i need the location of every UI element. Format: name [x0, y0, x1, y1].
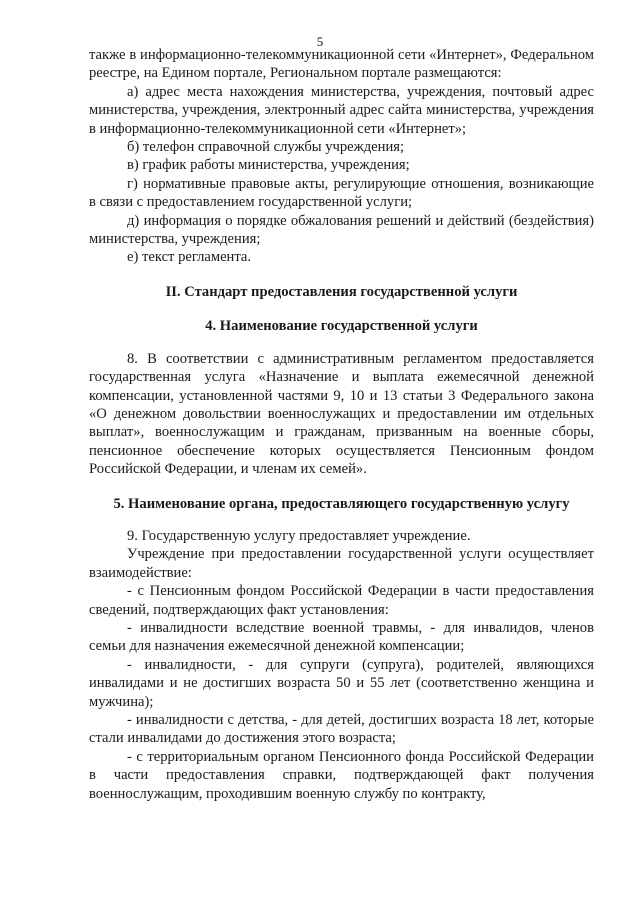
- document-body: [89, 46, 594, 803]
- page-number: 5: [316, 34, 324, 49]
- list-item-e: е) текст регламента.: [127, 249, 252, 266]
- list-item-military-trauma: - инвалидности вследствие военной травмы, - для инвалидов, членов семьи для назначения ежемесячной денежной компенсации;: [89, 619, 594, 655]
- paragraph-interaction: Учреждение при предоставлении государственной услуги осуществляет взаимодействие:: [89, 546, 594, 581]
- list-item-v: в) график работы министерства, учреждения;: [127, 157, 410, 174]
- subsection-4-title: 4. Наименование государственной услуги: [205, 318, 478, 335]
- list-item-disability: - инвалидности, - для супруги (супруга), родителей, являющихся инвалидами и не достигших возраста 50 и 55 лет (соответственно женщина и мужчина);: [89, 656, 594, 710]
- paragraph-intro: также в информационно-телекоммуникационной сети «Интернет», Федеральном реестре, на Едином портале, Региональном портале размещаются:: [89, 47, 594, 82]
- list-item-territorial-body: - с территориальным органом Пенсионного фонда Российской Федерации в части предоставления справки, подтверждающей факт получения военнослужащим, проходившим военную службу по контракту,: [89, 748, 594, 802]
- list-item-a: а) адрес места нахождения министерства, учреждения, почтовый адрес министерства, учреждения, электронный адрес сайта министерства, учреждения в информационно-телекоммуникационной сети «Интернет»;: [89, 83, 594, 137]
- list-item-d: д) информация о порядке обжалования решений и действий (бездействия) министерства, учреждения;: [89, 212, 594, 248]
- list-item-childhood-disability: - инвалидности с детства, - для детей, достигших возраста 18 лет, которые стали инвалидами до достижения этого возраста;: [89, 712, 594, 747]
- list-item-g: г) нормативные правовые акты, регулирующие отношения, возникающие в связи с предоставлением государственной услуги;: [89, 175, 594, 211]
- list-item-pension-fund: - с Пенсионным фондом Российской Федерации в части предоставления сведений, подтверждающих факт установления:: [89, 583, 594, 618]
- paragraph-8: 8. В соответствии с административным регламентом предоставляется государственная услуга «Назначение и выплата ежемесячной денежной компенсации, установленной частями 9, 10 и 13 статьи 3 Федерального закона «О денежном довольствии военнослужащих и предоставлении им отдельных выплат», военнослужащим и гражданам, призванным на военные сборы, пенсионное обеспечение которых осуществляется Пенсионным фондом Российской Федерации, и членам их семей».: [89, 350, 594, 478]
- section-title: II. Стандарт предоставления государственной услуги: [165, 283, 518, 300]
- paragraph-9: 9. Государственную услугу предоставляет учреждение.: [127, 527, 471, 544]
- subsection-5-title: 5. Наименование органа, предоставляющего государственную услугу: [113, 495, 570, 512]
- list-item-b: б) телефон справочной службы учреждения;: [127, 139, 405, 156]
